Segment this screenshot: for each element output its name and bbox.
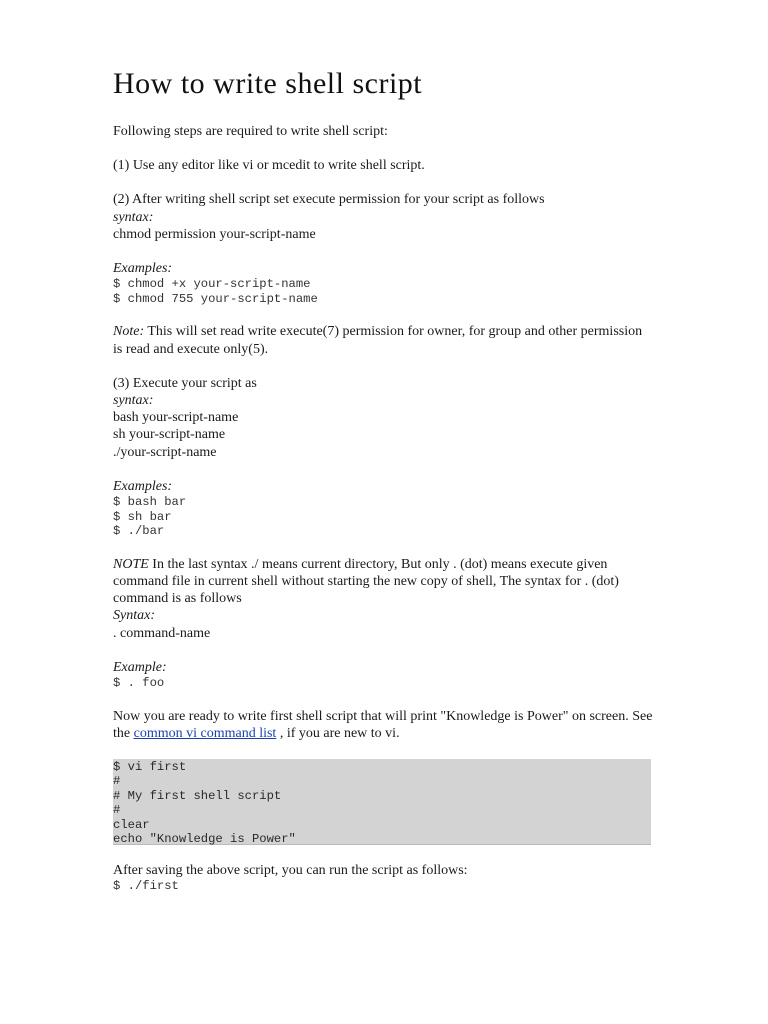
dot-syntax-label: Syntax: bbox=[113, 608, 155, 624]
step-2-note bbox=[113, 323, 653, 357]
dot-note-text: In the last syntax ./ means current directory, But only . (dot) means execute given command file in current shell without starting the new copy of shell, The syntax for . (dot) command is as follows bbox=[113, 556, 619, 607]
document-page bbox=[113, 62, 653, 894]
ready-text-after: , if you are new to vi. bbox=[276, 725, 400, 741]
step-3-syntax-label: syntax: bbox=[113, 393, 154, 409]
step-3-example-1: $ bash bar bbox=[113, 495, 187, 510]
page-title: How to write shell script bbox=[113, 67, 423, 100]
step-2-syntax-label: syntax: bbox=[113, 209, 154, 225]
code-line-5: clear bbox=[113, 817, 150, 832]
code-line-1: $ vi first bbox=[113, 760, 187, 775]
step-2-examples-label: Examples: bbox=[113, 261, 173, 277]
step-3-example-2: $ sh bar bbox=[113, 509, 172, 524]
note-text: This will set read write execute(7) permission for owner, for group and other permission is read and execute only(5). bbox=[113, 324, 643, 357]
after-text: After saving the above script, you can run the script as follows: bbox=[113, 863, 468, 879]
code-line-2: # bbox=[113, 774, 121, 789]
step-3-syntax-line-2: sh your-script-name bbox=[113, 427, 226, 443]
step-3-example-3: $ ./bar bbox=[113, 524, 165, 539]
dot-syntax-line: . command-name bbox=[113, 625, 211, 641]
step-3-syntax-line-3: ./your-script-name bbox=[113, 444, 217, 460]
step-2-syntax-line: chmod permission your-script-name bbox=[113, 226, 316, 242]
step-2-example-1: $ chmod +x your-script-name bbox=[113, 277, 311, 292]
step-2-example-2: $ chmod 755 your-script-name bbox=[113, 291, 318, 306]
step-1-text: (1) Use any editor like vi or mcedit to write shell script. bbox=[113, 158, 425, 174]
dot-note bbox=[113, 556, 653, 608]
run-command: $ ./first bbox=[113, 879, 179, 894]
code-line-3: # My first shell script bbox=[113, 788, 282, 803]
intro-text: Following steps are required to write shell script: bbox=[113, 124, 388, 139]
dot-example: $ . foo bbox=[113, 676, 165, 691]
step-3-text: (3) Execute your script as bbox=[113, 375, 257, 391]
note-label: Note: bbox=[113, 324, 145, 340]
vi-command-list-link[interactable]: common vi command list bbox=[133, 725, 277, 741]
dot-note-label: NOTE bbox=[113, 556, 149, 572]
code-line-4: # bbox=[113, 803, 121, 818]
step-3-examples-label: Examples: bbox=[113, 478, 173, 494]
dot-example-label: Example: bbox=[113, 659, 167, 675]
code-line-6: echo "Knowledge is Power" bbox=[113, 832, 296, 847]
step-2-text: (2) After writing shell script set execute permission for your script as follows bbox=[113, 192, 545, 208]
ready-text-before: Now you are ready to write first shell script that will print "Knowledge is Power" on screen. See the bbox=[113, 708, 653, 741]
ready-text bbox=[113, 708, 653, 742]
step-3-syntax-line-1: bash your-script-name bbox=[113, 410, 239, 426]
code-block bbox=[113, 759, 651, 845]
